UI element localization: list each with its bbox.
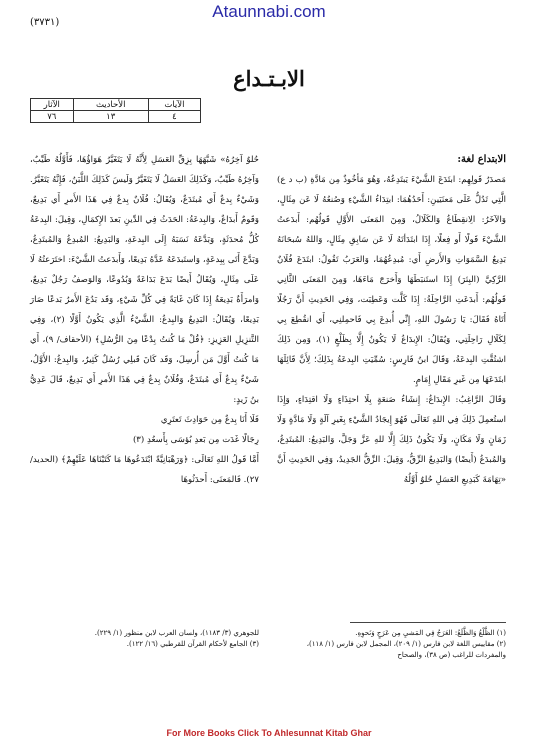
paragraph: أَمَّا قَولُ اللهِ تَعَالَى: ﴿وَرَهْبَانِيَّةً ابْتَدَعُوهَا مَا كَتَبْنَاهَا عَلَيْهِمْ﴾ (الحديد/ ٢٧). فَالمَعنَى: أَحدَثُوهَا <box>30 455 259 485</box>
footnote-separator <box>350 622 506 623</box>
table-header-row <box>31 99 201 111</box>
table-header-cell: الآثار <box>31 99 74 111</box>
bottom-link[interactable]: For More Books Click To Ahlesunnat Kitab Ghar <box>166 728 372 738</box>
footnote: (٣) الجامع لأحكام القرآن للقرطبي (١٦/ ١٢٢). <box>126 640 259 648</box>
counts-table <box>30 98 201 123</box>
footnote: للجوهري (٣/ ١١٨٣)، ولسان العرب لابن منظور (١/ ٢٢٩). <box>94 629 259 637</box>
table-row <box>31 111 201 123</box>
poem-verse: فَلَا أَنَا بِدعٌ مِن حَوَادِثَ تَعتَرِي <box>160 415 259 425</box>
table-header-cell: الأحاديث <box>73 99 148 111</box>
footnote: (٢) مقاييس اللغة لابن فارس (١/ ٢٠٩)، المجمل لابن فارس (١/ ١١٨)، والمفردات للراغب (ص ٣٨)، والصحاح <box>306 640 506 659</box>
poem-verse: رِجَالًا غَدَت مِن بَعدِ بُؤسَى بِأَسعُدِ (٣) <box>132 435 259 445</box>
site-watermark: Ataunnabi.com <box>212 2 326 21</box>
footnotes-left <box>30 628 259 650</box>
paragraph: حُلوٌ آخِرُهُ» شَبَّهَهَا بِزِقِّ العَسَلِ لِأَنَّهُ لَا يَتَغَيَّرُ هَوَاؤُهَا، فَأَوَّلُهُ طَيِّبٌ، وَآخِرُهُ طَيِّبٌ، وَكَذَلِكَ العَسَلُ لَا يَتَغَيَّرُ وَلَيسَ كَذَلِكَ اللَّبَنُ، فَإِنَّهُ يَتَغَيَّرُ. وَشَيْءٌ بِدعٌ أَي مُبتَدَعٌ، وَيُقَالُ: فُلَانٌ بِدعٌ فِي هَذَا الأَمرِ أَي بَدِيعٌ، وَقَومٌ أَبدَاعٌ، وَالبِدعَةُ: الحَدَثُ فِي الدِّينِ بَعدَ الإِكمَالِ، وَقِيلَ: البِدعَةُ كُلُّ مُحدَثَةٍ، وَبَدَّعَهُ نَسَبَهُ إِلَى البِدعَةِ، وَالبَدِيعُ: المُبدِعُ وَالمُبتَدِعُ، وَبَدَّعَ أَتَى بِبِدعَةٍ، وَاستَبدَعَهُ عَدَّهُ بَدِيعًا، وَأَبدَعتُ الشَّيْءَ: اختَرَعتُهُ لَا عَلَى مِثَالٍ، وَيُقَالُ أَيضًا بَدَعَ بَدَاعَةً وَبُدُوعًا، وَالوَصفُ رَجُلٌ بَدِيعٌ، وَامرَأَةٌ بَدِيعَةٌ إِذَا كَانَ غَايَةً فِي كُلِّ شَيْءٍ، وَقَد بَدُعَ الأَمرُ بَدعًا صَارَ بَدِيعًا، وَيُقَالُ: البَدِيعُ وَالبِدعُ: الشَّيْءُ الَّذِي يَكُونُ أَوَّلًا (٢)، وَفِي التَّنزِيلِ العَزِيزِ: ﴿قُلْ مَا كُنتُ بِدْعًا مِنَ الرُّسُلِ﴾ (الأحقاف/ ٩)، أَي مَا كُنتُ أَوَّلَ مَن أُرسِلَ، وَقَد كَانَ قَبلِي رُسُلٌ كَثِيرٌ، وَالبِدعُ: الأَوَّلُ، شَيْءٌ بِدعٌ أَي مُبتَدَعٌ، وَفُلَانٌ بِدعٌ فِي هَذَا الأَمرِ أَي بَدِيعٌ، قَالَ عَدِيُّ بنُ زَيدٍ: <box>30 155 259 405</box>
right-column <box>277 150 506 490</box>
footnotes-right <box>277 628 506 661</box>
section-heading: الابتداع لغة: <box>457 154 506 165</box>
page-number: (٣٧٣١) <box>30 17 60 28</box>
paragraph: مَصدَرُ قَولِهِم: ابتَدَعَ الشَّيْءَ يَبتَدِعُهُ، وَهُوَ مَأخُوذٌ مِن مَادَّةِ (ب د ع) الَّتِي تَدُلُّ عَلَى مَعنَيَينِ: أَحَدُهُمَا: ابتِدَاءُ الشَّيْءِ وَصُنعُهُ لَا عَن مِثَالٍ، وَالآخَرُ: الِانقِطَاعُ وَالكَلَالُ، وَمِنَ المَعنَى الأَوَّلِ قَولُهُم: أَبدَعتُ الشَّيْءَ قَولًا أَو فِعلًا، إِذَا ابتَدَأتَهُ لَا عَن سَابِقِ مِثَالٍ، وَاللهُ سُبحَانَهُ بَدِيعُ السَّمَوَاتِ وَالأَرضِ أَي: مُبدِعُهُمَا، وَالعَرَبُ تَقُولُ: ابتَدَعَ فُلَانٌ الرَّكِيَّ (البِئرَ) إِذَا استَنبَطَهَا وَأَخرَجَ مَاءَهَا، وَمِنَ المَعنَى الثَّانِي قَولُهُم: أَبدَعَتِ الرَّاحِلَةُ: إِذَا كَلَّت وَعَطِبَت، وَفِي الحَدِيثِ أَنَّ رَجُلًا أَتَاهُ فَقَالَ: يَا رَسُولَ اللهِ، إِنِّي أُبدِعَ بِي فَاحمِلنِي، أَي انقُطِعَ بِي لِكَلَالِ رَاحِلَتِي، وَيُقَالُ: الإِبدَاعُ لَا يَكُونُ إِلَّا بِظَلْعٍ (١)، وَمِن ذَلِكَ اشتُقَّتِ البِدعَةُ، وَقَالَ ابنُ فَارِسٍ: سُمِّيَتِ البِدعَةُ بِذَلِكَ؛ لِأَنَّ قَائِلَهَا ابتَدَعَهَا مِن غَيرِ مَقَالِ إِمَامٍ. <box>277 175 506 385</box>
paragraph: وَقَالَ الرَّاغِبُ: الإِبدَاعُ: إِنشَاءُ صَنعَةٍ بِلَا احتِذَاءٍ وَلَا اقتِدَاءٍ، وَإِذَا استُعمِلَ ذَلِكَ فِي اللهِ تَعَالَى فَهُوَ إِيجَادُ الشَّيْءِ بِغَيرِ آلَةٍ وَلَا مَادَّةٍ وَلَا زَمَانٍ وَلَا مَكَانٍ، وَلَا يَكُونُ ذَلِكَ إِلَّا للهِ عَزَّ وَجَلَّ، وَالبَدِيعُ: المُبتَدِعُ، وَالمُبدَعُ (أَيضًا) وَالبَدِيعُ الزِّقُّ، وَقِيلَ: الزِّقُّ الجَدِيدُ، وَفِي الحَدِيثِ أَنَّ «تِهَامَةَ كَبَدِيعِ العَسَلِ حُلوٌ أَوَّلُهُ <box>277 395 506 485</box>
page-title: الابـتـداع <box>233 66 305 91</box>
left-column <box>30 150 259 490</box>
table-cell: ٤ <box>148 111 200 123</box>
footnote: (١) الظَّلْعُ وَالظَّلَعُ: العَرَجُ فِي المَشيِ مِن عَرَجٍ وَنَحوِهِ. <box>355 629 506 637</box>
table-header-cell: الآيات <box>148 99 200 111</box>
table-cell: ٧٦ <box>31 111 74 123</box>
table-cell: ١٣ <box>73 111 148 123</box>
